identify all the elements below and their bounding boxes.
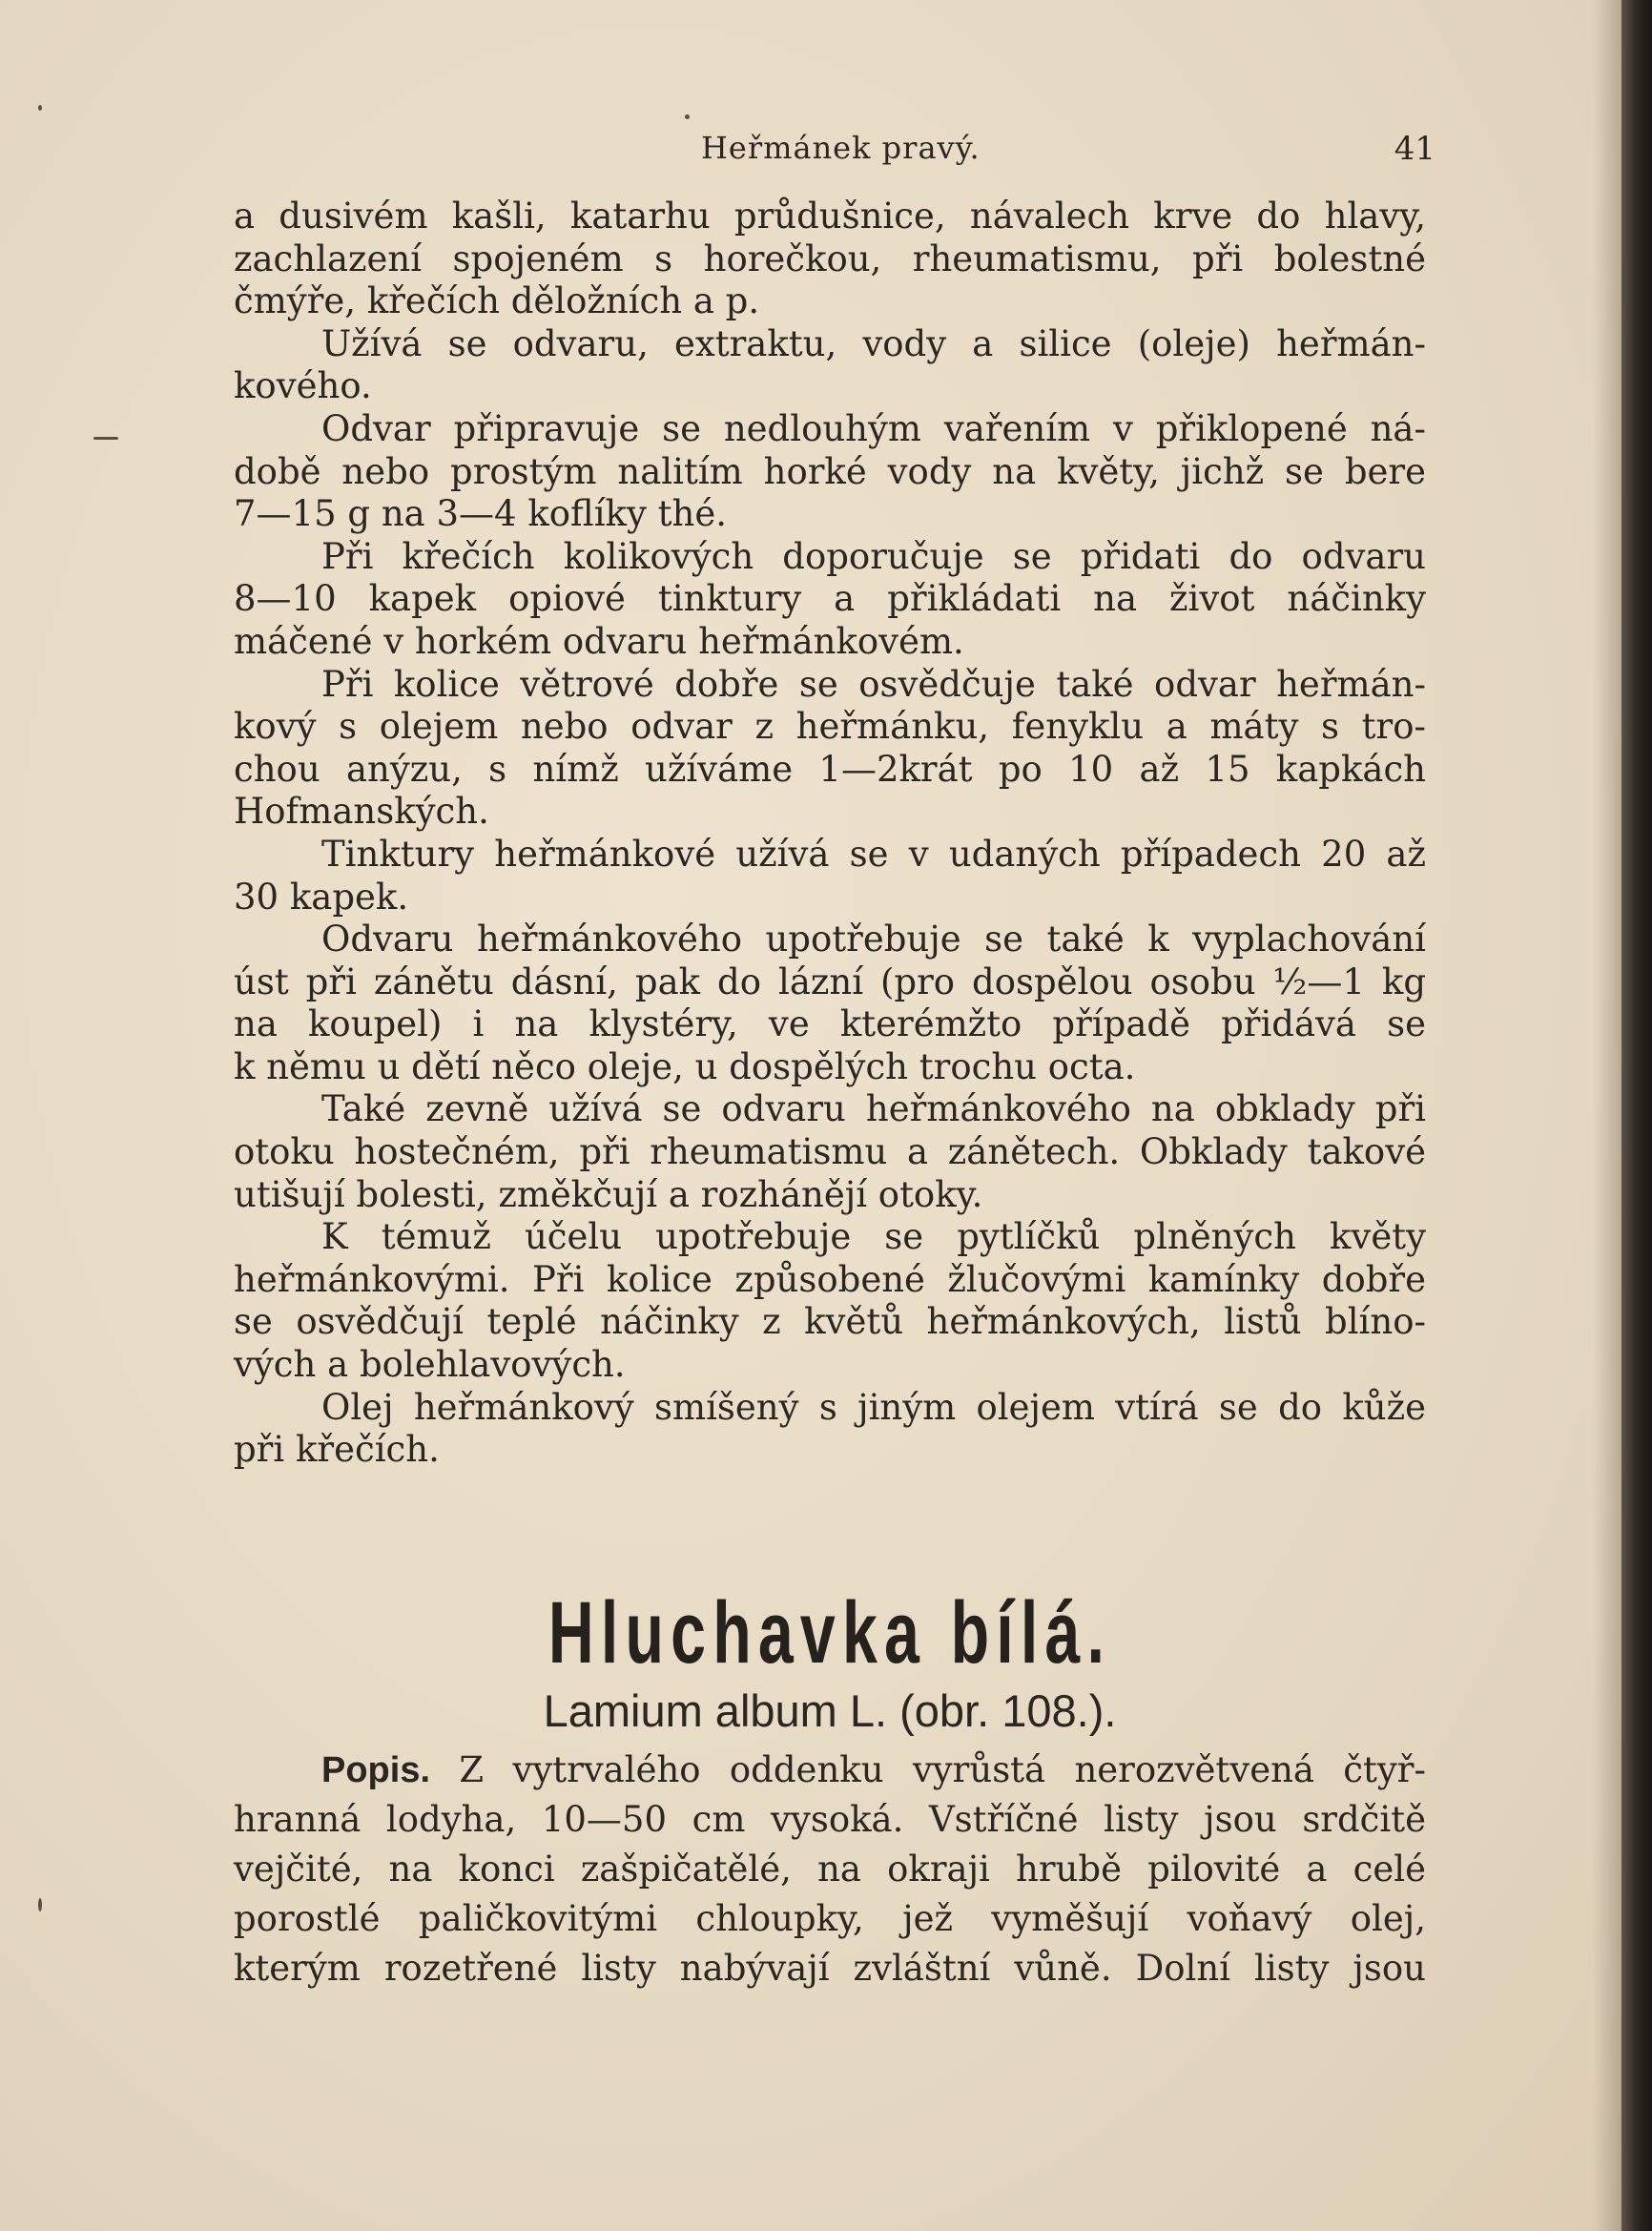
description-text (234, 1746, 1426, 1993)
page-speck (685, 114, 690, 119)
paragraph-line: Hofmanských. (234, 791, 489, 833)
paragraph-line: při křečích. (234, 1429, 440, 1471)
paragraph-line: vých a bolehlavových. (234, 1344, 626, 1386)
description-first-line (234, 1746, 1426, 1795)
paragraph-line: máčené v horkém odvaru heřmánkovém. (234, 620, 964, 662)
paragraph-line: době nebo prostým nalitím horké vody na květy, jichž se bere (234, 450, 1426, 492)
page-edge-shadow (1593, 0, 1621, 2231)
description-first-line-text: Z vytrvalého oddenku vyrůstá nerozvětvená čtyř- (459, 1749, 1426, 1790)
paragraph-line: Odvaru heřmánkového upotřebuje se také k vyplachování (321, 919, 1426, 961)
page-speck (93, 437, 118, 440)
paragraph-line: Olej heřmánkový smíšený s jiným olejem vtírá se do kůže (321, 1386, 1426, 1428)
paragraph-line: Při kolice větrové dobře se osvědčuje také odvar heřmán- (321, 663, 1426, 705)
paragraph-line: Užívá se odvaru, extraktu, vody a silice (oleje) heřmán- (321, 322, 1426, 364)
body-text (234, 196, 1426, 1472)
paragraph-line: heřmánkovými. Při kolice způsobené žlučovými kamínky dobře (234, 1258, 1426, 1300)
paragraph-line: úst při zánětu dásní, pak do lázní (pro dospělou osobu ½—1 kg (234, 961, 1426, 1002)
paragraph-line: Odvar připravuje se nedlouhým vařením v přiklopené ná- (321, 407, 1426, 449)
paragraph-line: 7—15 g na 3—4 koflíky thé. (234, 493, 727, 535)
paragraph-line: na koupel) i na klystéry, ve kterémžto případě přidává se (234, 1003, 1426, 1045)
paragraph-line: utišují bolesti, změkčují a rozhánějí otoky. (234, 1173, 983, 1215)
paragraph-line: čmýře, křečích děložních a p. (234, 280, 760, 322)
section-subtitle: Lamium album L. (obr. 108.). (543, 1685, 1117, 1736)
paragraph-line: se osvědčují teplé náčinky z květů heřmánkových, listů blíno- (234, 1301, 1426, 1343)
page-speck (38, 105, 42, 111)
paragraph-line: 30 kapek. (234, 876, 409, 918)
paragraph-line: kového. (234, 365, 372, 407)
description-line: hranná lodyha, 10—50 cm vysoká. Vstříčné listy jsou srdčitě (234, 1799, 1426, 1840)
page-number: 41 (1394, 130, 1435, 168)
book-binding (1621, 0, 1652, 2231)
paragraph-line: kový s olejem nebo odvar z heřmánku, fenyklu a máty s tro- (234, 706, 1426, 748)
paragraph-line: Tinktury heřmánkové užívá se v udaných případech 20 až (321, 833, 1426, 875)
paragraph-line: a dusivém kašli, katarhu průdušnice, návalech krve do hlavy, (234, 196, 1426, 237)
running-head-title: Heřmánek pravý. (701, 130, 981, 166)
description-line: porostlé paličkovitými chloupky, jež vyměšují voňavý olej, (234, 1898, 1426, 1939)
page-speck (38, 1898, 42, 1911)
paragraph-line: zachlazení spojeném s horečkou, rheumatismu, při bolestné (234, 238, 1426, 279)
paragraph-line: Při křečích kolikových doporučuje se přidati do odvaru (321, 535, 1426, 577)
paragraph-line: chou anýzu, s nímž užíváme 1—2krát po 10 až 15 kapkách (234, 748, 1426, 790)
running-head (234, 130, 1435, 177)
paragraph-line: K témuž účelu upotřebuje se pytlíčků plněných květy (321, 1216, 1426, 1258)
description-line: kterým rozetřené listy nabývají zvláštní vůně. Dolní listy jsou (234, 1948, 1426, 1989)
paragraph-line: otoku hostečném, při rheumatismu a zánětech. Obklady takové (234, 1131, 1426, 1173)
description-label: Popis. (321, 1750, 431, 1790)
paragraph-line: 8—10 kapek opiové tinktury a přikládati na život náčinky (234, 578, 1426, 620)
paragraph-line: k němu u dětí něco oleje, u dospělých trochu octa. (234, 1045, 1136, 1087)
section-title: Hluchavka bílá. (547, 1584, 1112, 1682)
paragraph-line: Také zevně užívá se odvaru heřmánkového na obklady při (321, 1088, 1426, 1130)
description-line: vejčité, na konci zašpičatělé, na okraji hrubě pilovité a celé (234, 1849, 1426, 1890)
